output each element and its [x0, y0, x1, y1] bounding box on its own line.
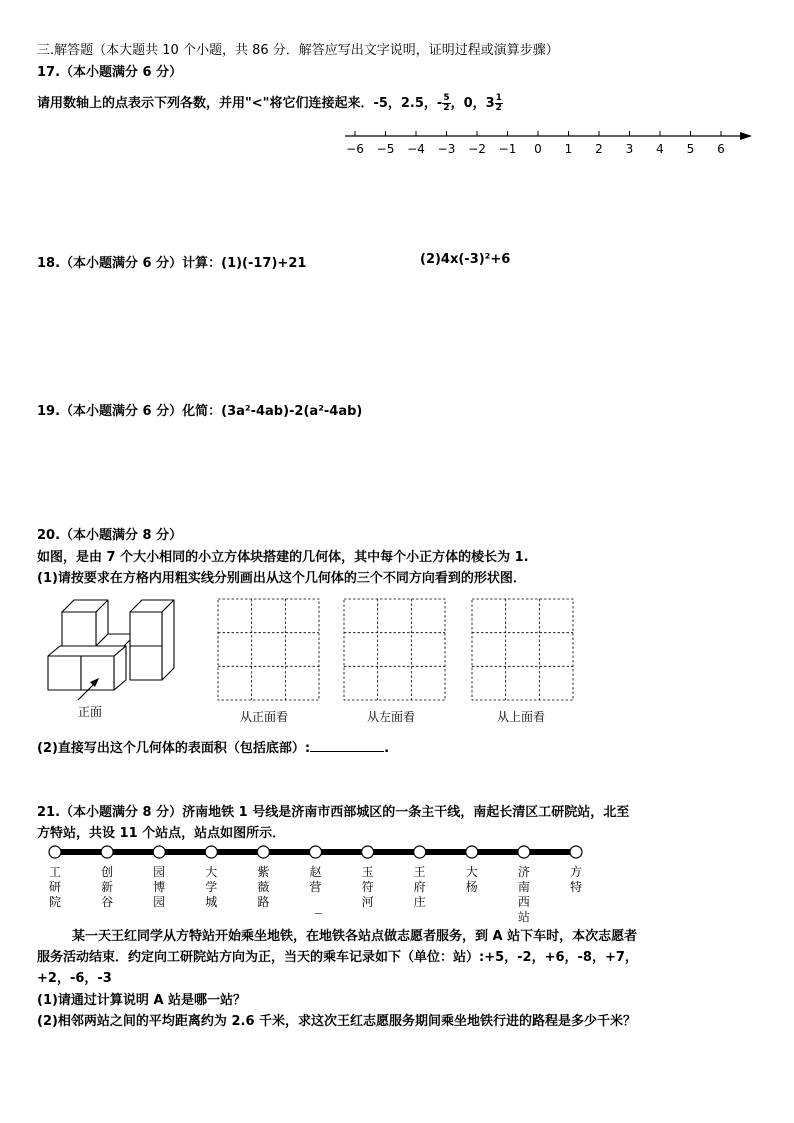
- axis-tick-label: 1: [564, 142, 573, 156]
- axis-tick-label: 3: [625, 142, 634, 156]
- axis-tick-label: −2: [468, 142, 486, 156]
- q17-prompt-text: 请用数轴上的点表示下列各数，并用"<"将它们连接起来．-5，2.5，-: [37, 96, 443, 111]
- axis-tick-label: 0: [534, 142, 542, 156]
- axis-tick-label: 4: [656, 142, 664, 156]
- q17-header: 17.（本小题满分 6 分）: [37, 65, 183, 80]
- page-mark: ‾‾: [315, 912, 321, 921]
- grid-label-top: 从上面看: [497, 710, 546, 724]
- front-label: 正面: [78, 705, 103, 719]
- axis-tick-label: −1: [498, 142, 517, 156]
- q21-sub2: (2)相邻两站之间的平均距离约为 2.6 千米，求这次王红志愿服务期间乘坐地铁行进的路程是多少千米？: [37, 1014, 637, 1029]
- axis-tick-label: −6: [346, 142, 364, 156]
- axis-tick-label: 5: [686, 142, 695, 156]
- station-dot: [153, 846, 165, 858]
- station-label: 赵营: [309, 865, 322, 894]
- station-dot: [414, 846, 426, 858]
- station-dot: [310, 846, 322, 858]
- q20-line2: (1)请按要求在方格内用粗实线分别画出从这个几何体的三个不同方向看到的形状图．: [37, 571, 526, 586]
- q17-sep-zero: ，0，3: [450, 96, 495, 111]
- q21-sub1: (1)请通过计算说明 A 站是哪一站？: [37, 993, 247, 1008]
- q21-line1: 21.（本小题满分 8 分）济南地铁 1 号线是济南市西部城区的一条主干线，南起长清区工研院站，北至: [37, 805, 630, 820]
- q17-frac2-den: 2: [495, 103, 502, 113]
- station-label: 方特: [569, 865, 582, 894]
- q20-part2-text: (2)直接写出这个几何体的表面积（包括底部）:: [37, 741, 311, 756]
- q17-frac1-num: 5: [443, 93, 450, 103]
- q21-line2: 方特站，共设 11 个站点，站点如图所示．: [37, 826, 286, 841]
- q20-header: 20.（本小题满分 8 分）: [37, 528, 183, 543]
- q21-para2: 服务活动结束．约定向工研院站方向为正，当天的乘车记录如下（单位：站）:+5，-2，+6，-8，+7，: [37, 950, 638, 965]
- axis-tick-label: −3: [437, 142, 456, 156]
- q19-text: 19.（本小题满分 6 分）化简：(3a²-4ab)-2(a²-4ab): [37, 404, 363, 419]
- station-dot: [101, 846, 113, 858]
- station-label: 王府庄: [413, 865, 426, 909]
- axis-tick-label: 2: [595, 142, 603, 156]
- q18-part2: (2)4x(-3)²+6: [420, 252, 511, 267]
- station-dot: [205, 846, 217, 858]
- axis-tick-label: 6: [717, 142, 725, 156]
- axis-tick-label: −5: [376, 142, 395, 156]
- axis-tick-label: −4: [407, 142, 425, 156]
- q17-frac1-den: 2: [443, 103, 450, 113]
- station-dot: [570, 846, 582, 858]
- station-label: 工研院: [48, 865, 61, 909]
- station-label: 创新谷: [101, 865, 114, 909]
- q17-frac2-num: 1: [495, 93, 502, 103]
- station-label: 大杨: [465, 865, 478, 894]
- station-label: 玉符河: [361, 865, 374, 909]
- station-label: 大学城: [205, 865, 218, 909]
- station-label: 紫薇路: [257, 865, 270, 909]
- q21-para1: 某一天王红同学从方特站开始乘坐地铁，在地铁各站点做志愿者服务，到 A 站下车时，本次志愿者: [72, 929, 638, 944]
- station-dot: [466, 846, 478, 858]
- q18-header: 18.（本小题满分 6 分）计算：(1)(-17)+21: [37, 256, 307, 271]
- station-label: 济南西站: [517, 865, 530, 924]
- station-dot: [518, 846, 530, 858]
- grid-label-left: 从左面看: [367, 710, 416, 724]
- station-dot: [49, 846, 61, 858]
- station-label: 园博园: [153, 865, 166, 909]
- section-heading: 三.解答题（本大题共 10 个小题，共 86 分．解答应写出文字说明，证明过程或演算步骤）: [37, 43, 559, 58]
- q20-part2-end: .: [384, 741, 390, 756]
- grid-label-front: 从正面看: [240, 710, 289, 724]
- station-dot: [257, 846, 269, 858]
- q21-para3: +2，-6，-3: [37, 971, 112, 986]
- q20-line1: 如图，是由 7 个大小相同的小立方体块搭建的几何体，其中每个小正方体的棱长为 1.: [37, 550, 529, 565]
- station-dot: [362, 846, 374, 858]
